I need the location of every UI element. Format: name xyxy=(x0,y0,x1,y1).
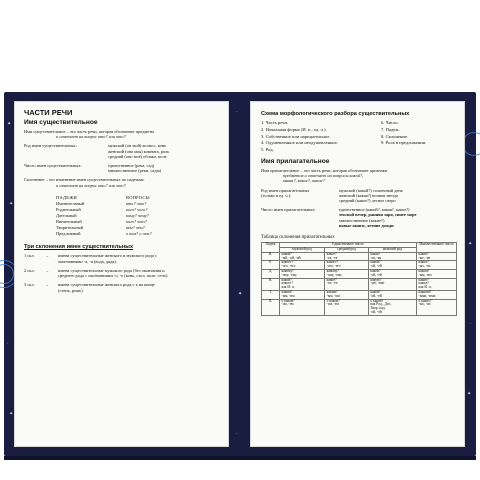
adjective-number-block xyxy=(261,207,454,228)
table-cell: какому? -ому, -ему xyxy=(280,270,325,279)
noun-number-item: множественное (реки, сады) xyxy=(108,168,161,174)
case-name: Дательный xyxy=(56,213,77,219)
plan-item: 5. Род. xyxy=(261,147,274,153)
adjective-gender-item: мужской (какой?) солнечный день xyxy=(339,187,403,193)
table-cell: П. xyxy=(262,299,280,315)
adjective-number-item: теплый вечер, ранняя заря, синее море xyxy=(339,212,417,218)
noun-number-item: единственное (река, сад) xyxy=(108,163,155,169)
star-icon: · xyxy=(7,342,9,347)
noun-gender-item: женский (она моя) комната, роль xyxy=(108,148,170,154)
table-cell: какой? -ой, -ей xyxy=(368,261,416,270)
case-question: кто? что? xyxy=(126,200,147,206)
table-cell: какого? -ого, -его xyxy=(280,261,325,270)
morph-plan xyxy=(261,120,454,154)
declension-number: 1 скл. xyxy=(24,253,35,259)
noun-definition: Имя существительное – это часть речи, которая обозначает предметы xyxy=(24,129,155,134)
table-cell: Р. xyxy=(262,261,280,270)
star-icon: ✦ xyxy=(9,202,14,207)
table-cell: какой? какого? как И. п. xyxy=(280,278,325,290)
table-cell: Т. xyxy=(262,290,280,299)
table-cell: каким? -ым, -им xyxy=(325,290,369,299)
table-row xyxy=(262,290,457,299)
table-cell: какие? -ые, -ие xyxy=(417,252,457,261)
table-cell: какими? -ыми, -ими xyxy=(417,290,457,299)
table-header: Падеж xyxy=(262,243,280,253)
table-cell: каких? -ых, -их xyxy=(417,261,457,270)
table-cell: Д. xyxy=(262,270,280,279)
adjective-gender-label: Род имен прилагательных xyxy=(261,187,310,193)
declension-number: 2 скл. xyxy=(24,267,35,273)
adjective-heading: Имя прилагательное xyxy=(261,157,330,165)
plan-item: 9. Роль в предложении. xyxy=(381,140,427,146)
plan-item: 2. Начальная форма (И. п., ед. ч.). xyxy=(261,126,327,132)
table-header: женский род xyxy=(368,248,416,253)
table-title: Таблица склонения прилагательных xyxy=(261,235,335,241)
star-icon: ✦ xyxy=(9,412,14,417)
table-row xyxy=(262,299,457,315)
case-name: Предложный xyxy=(56,231,81,237)
table-cell: какой? -ый, -ой, -ий xyxy=(280,252,325,261)
table-cell: какому? -ому, -ему xyxy=(325,270,369,279)
table-cell: о какой? как Род., Дат., Твор. пад. -ой, -ей xyxy=(368,299,416,315)
adjective-definition: предметов и отвечает на вопросы какой?, xyxy=(283,173,364,179)
declension-definition: и отвечает на вопрос кто? или что? xyxy=(56,182,126,188)
noun-number-block xyxy=(24,163,219,173)
case-question: о ком? о чем? xyxy=(126,231,152,237)
case-question: кого? чего? xyxy=(126,207,148,213)
adjective-number-item: новые книги, летние дожди xyxy=(339,222,394,228)
left-page xyxy=(14,101,229,447)
declension-definition: Склонение – это изменение имен существительных по падежам. xyxy=(24,177,145,183)
plan-item: 7. Падеж. xyxy=(381,126,400,132)
adjective-gender-block xyxy=(261,188,454,204)
noun-definition: и отвечает на вопрос кто? или что? xyxy=(56,134,126,140)
table-cell: каким? -ым, -им xyxy=(417,270,457,279)
table-header: средний род xyxy=(325,248,369,253)
adjective-number-item: единственное (какой?, какая?, какое?) xyxy=(339,207,410,213)
noun-gender-block xyxy=(24,143,219,159)
star-icon: · xyxy=(236,432,238,437)
table-cell: какой? -ой, -ей xyxy=(368,270,416,279)
declension-text: имена существительные женского рода с ь на конце xyxy=(58,282,155,288)
table-row xyxy=(262,278,457,290)
declension-row: 3 скл. – имена существительные женского рода с ь на конце (степь, рожь). xyxy=(24,282,155,293)
declension-text: окончаниями -а, -я (вода, дядя). xyxy=(58,258,117,264)
star-icon: ✦ xyxy=(7,122,12,127)
noun-number-label: Число имен существительных: xyxy=(24,163,82,169)
table-cell: какого? -ого, -его xyxy=(325,261,369,270)
noun-gender-label: Род имен существительных: xyxy=(24,143,77,149)
cases-table xyxy=(56,195,219,238)
noun-gender-item: средний (оно моё) облако, поле xyxy=(108,153,167,159)
right-page xyxy=(250,101,465,447)
table-cell: какую? -ую, -юю xyxy=(368,278,416,290)
adjective-number-label: Число имен прилагательных: xyxy=(261,207,316,213)
plan-item: 8. Склонение. xyxy=(381,133,409,139)
adjective-number-item: множественное (какие?) xyxy=(339,217,385,223)
declension-text: среднего рода с окончаниями -о, -е (конь, стол, поле, село). xyxy=(58,273,169,279)
adjective-declension-table xyxy=(261,242,457,316)
table-cell: какой? -ой, -ей xyxy=(368,290,416,299)
declension-row: 2 скл. – имена существительные мужского рода (без окончания и среднего рода с окончаниями -о, -е (конь, стол, поле, село). xyxy=(24,267,169,279)
table-cell: о каких? -ых, -их xyxy=(417,299,457,315)
plan-item: 1. Часть речи. xyxy=(261,120,289,125)
declension-number: 3 скл. xyxy=(24,282,35,288)
table-cell: о каком? -ом, -ем xyxy=(280,299,325,315)
table-cell: И. xyxy=(262,252,280,261)
page-title: ЧАСТИ РЕЧИ xyxy=(24,108,73,117)
scheme-heading: Схема морфологического разбора существительных xyxy=(261,111,410,117)
table-header: Единственное число xyxy=(280,243,417,248)
table-cell: какая? -ая, -яя xyxy=(368,252,416,261)
cases-header: ПАДЕЖИ xyxy=(56,194,77,200)
star-icon: · xyxy=(236,110,238,115)
star-icon: ✦ xyxy=(467,392,472,397)
case-question: кого? что? xyxy=(126,219,147,225)
table-cell: какие? каких? как И. п. xyxy=(417,278,457,290)
star-icon: · xyxy=(470,322,472,327)
case-name: Творительный xyxy=(56,225,83,231)
plan-item: 4. Одушевленное или неодушевленное. xyxy=(261,140,339,146)
case-question: кем? чем? xyxy=(126,225,145,231)
case-name: Винительный xyxy=(56,219,82,225)
plan-item: 6. Число. xyxy=(381,120,399,125)
three-declensions-heading: Три склонения имен существительных xyxy=(24,244,134,251)
table-cell: каким? -ым, -им xyxy=(280,290,325,299)
table-row xyxy=(262,270,457,279)
star-icon: ✦ xyxy=(468,242,473,247)
table-header: Множественное число xyxy=(417,243,457,253)
declension-row: 1 скл. – имена существительные женского и мужского рода с окончаниями -а, -я (вода, дядя). xyxy=(24,253,157,264)
table-cell: какое? -ое, -ее xyxy=(325,278,369,290)
adjective-gender-label: (только в ед. ч.): xyxy=(261,192,292,198)
adjective-gender-item: женский (какая?) ночная звезда xyxy=(339,192,398,198)
cases-header: ВОПРОСЫ xyxy=(126,194,150,200)
table-header: мужской род xyxy=(280,248,325,253)
noun-gender-item: мужской (он мой) космос, конь xyxy=(108,143,167,149)
case-question: кому? чему? xyxy=(126,213,149,219)
table-cell: В. xyxy=(262,278,280,290)
declension-text: (степь, рожь). xyxy=(58,287,84,293)
plan-item: 3. Собственное или нарицательное. xyxy=(261,133,331,139)
table-cell: какое? -ое, -ее xyxy=(325,252,369,261)
adjective-gender-item: средний (какое?) лесное озеро xyxy=(339,198,396,203)
adjective-definition: Имя прилагательное – это часть речи, которая обозначает признаки xyxy=(261,167,388,173)
adjective-definition: какая?, какое?, какие? xyxy=(283,178,325,184)
declension-text: имена существительные женского и мужского рода с xyxy=(58,253,157,259)
case-name: Именительный xyxy=(56,200,85,206)
star-icon: ✦ xyxy=(238,292,243,297)
declension-text: имена существительные мужского рода (без окончания и xyxy=(58,267,165,273)
table-cell: о каком? -ом, -ем xyxy=(325,299,369,315)
noun-heading: Имя существительное xyxy=(24,119,98,126)
case-name: Родительный xyxy=(56,207,81,213)
